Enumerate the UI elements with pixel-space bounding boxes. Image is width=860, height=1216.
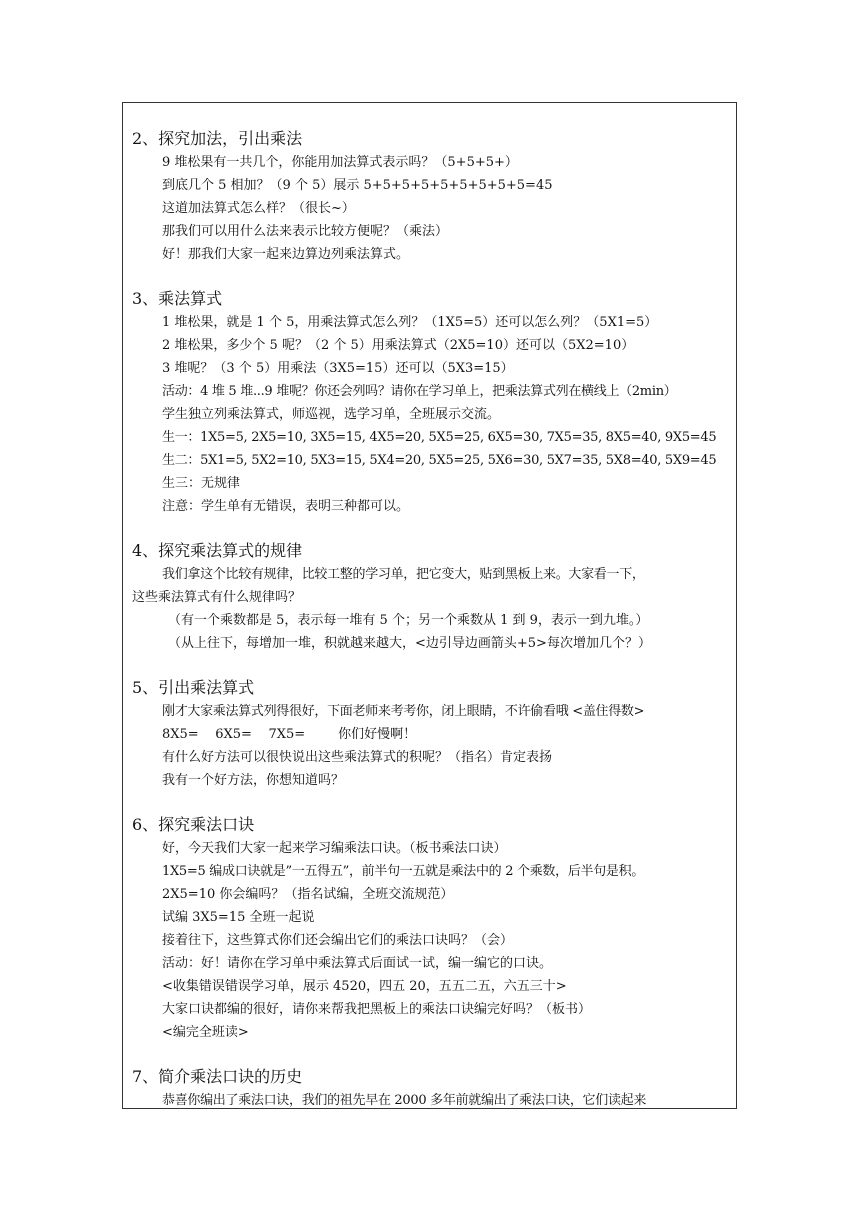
paragraph-line: 2 堆松果，多少个 5 呢？（2 个 5）用乘法算式（2X5=10）还可以（5X2=10） — [162, 338, 635, 353]
lesson-plan-table-cell — [122, 102, 737, 1109]
paragraph-line: 3 堆呢？（3 个 5）用乘法（3X5=15）还可以（5X3=15） — [162, 361, 514, 376]
paragraph-line: 1X5=5 编成口诀就是”一五得五”，前半句一五就是乘法中的 2 个乘数，后半句是积。 — [162, 864, 645, 879]
paragraph-line: 2X5=10 你会编吗？（指名试编，全班交流规范） — [162, 887, 454, 902]
section-rhyme-history — [132, 1065, 730, 1109]
paragraph-line: 我有一个好方法，你想知道吗？ — [162, 773, 345, 788]
paragraph-line: 好！那我们大家一起来边算边列乘法算式。 — [162, 247, 410, 262]
paragraph-line: 注意：学生单有无错误，表明三种都可以。 — [162, 499, 410, 514]
paragraph-line: 大家口诀都编的很好，请你来帮我把黑板上的乘法口诀编完好吗？（板书） — [162, 1002, 592, 1017]
paragraph-line: 活动：4 堆 5 堆...9 堆呢？你还会列吗？请你在学习单上，把乘法算式列在横线上（2min） — [162, 384, 677, 399]
paragraph-line: 刚才大家乘法算式列得很好，下面老师来考考你，闭上眼睛，不许偷看哦 <盖住得数> — [162, 704, 645, 719]
paragraph-line: 这些乘法算式有什么规律吗？ — [132, 590, 302, 605]
section-heading: 2、探究加法，引出乘法 — [132, 129, 303, 148]
section-heading: 3、乘法算式 — [132, 289, 223, 308]
section-explore-addition — [132, 127, 730, 266]
paragraph-line: 生一：1X5=5, 2X5=10, 3X5=15, 4X5=20, 5X5=25, 6X5=30, 7X5=35, 8X5=40, 9X5=45 — [162, 430, 717, 445]
lesson-content — [132, 127, 730, 1109]
paragraph-line: 活动：好！请你在学习单中乘法算式后面试一试，编一编它的口诀。 — [162, 956, 553, 971]
paragraph-line: 恭喜你编出了乘法口诀，我们的祖先早在 2000 多年前就编出了乘法口诀，它们读起来 — [162, 1093, 647, 1108]
section-heading: 4、探究乘法算式的规律 — [132, 541, 303, 560]
paragraph-line: 试编 3X5=15 全班一起说 — [162, 910, 315, 925]
paragraph-line: <编完全班读> — [162, 1025, 249, 1040]
section-explore-pattern — [132, 539, 730, 655]
paragraph-line: 那我们可以用什么法来表示比较方便呢？（乘法） — [162, 224, 449, 239]
paragraph-line: 这道加法算式怎么样？（很长~） — [162, 201, 355, 216]
section-heading: 7、简介乘法口诀的历史 — [132, 1067, 303, 1086]
paragraph-line: 到底几个 5 相加？（9 个 5）展示 5+5+5+5+5+5+5+5+5=45 — [162, 178, 553, 193]
paragraph-line: 8X5= 6X5= 7X5= 你们好慢啊！ — [162, 727, 417, 742]
paragraph-line: （从上往下，每增加一堆，积就越来越大，<边引导边画箭头+5>每次增加几个？） — [168, 636, 651, 651]
paragraph-line: 好，今天我们大家一起来学习编乘法口诀。（板书乘法口诀） — [162, 841, 507, 856]
paragraph-line: （有一个乘数都是 5，表示每一堆有 5 个；另一个乘数从 1 到 9，表示一到九堆。） — [168, 613, 649, 628]
section-multiplication-formula — [132, 287, 730, 518]
paragraph-line: 有什么好方法可以很快说出这些乘法算式的积呢？（指名）肯定表扬 — [162, 750, 553, 765]
paragraph-line: 1 堆松果，就是 1 个 5，用乘法算式怎么列？（1X5=5）还可以怎么列？（5X1=5） — [162, 315, 658, 330]
paragraph-line: 我们拿这个比较有规律，比较工整的学习单，把它变大，贴到黑板上来。大家看一下， — [162, 567, 645, 582]
paragraph-line: <收集错误错误学习单，展示 4520，四五 20，五五二五，六五三十> — [162, 979, 567, 994]
section-introduce-formula — [132, 676, 730, 792]
paragraph-line: 生二：5X1=5, 5X2=10, 5X3=15, 5X4=20, 5X5=25, 5X6=30, 5X7=35, 5X8=40, 5X9=45 — [162, 453, 717, 468]
paragraph-line: 生三：无规律 — [162, 476, 241, 491]
section-explore-rhyme — [132, 813, 730, 1044]
paragraph-line: 学生独立列乘法算式，师巡视，选学习单，全班展示交流。 — [162, 407, 501, 422]
paragraph-line: 接着往下，这些算式你们还会编出它们的乘法口诀吗？（会） — [162, 933, 514, 948]
paragraph-line: 9 堆松果有一共几个，你能用加法算式表示吗？（5+5+5+） — [162, 155, 518, 170]
section-heading: 6、探究乘法口诀 — [132, 815, 255, 834]
section-heading: 5、引出乘法算式 — [132, 678, 255, 697]
